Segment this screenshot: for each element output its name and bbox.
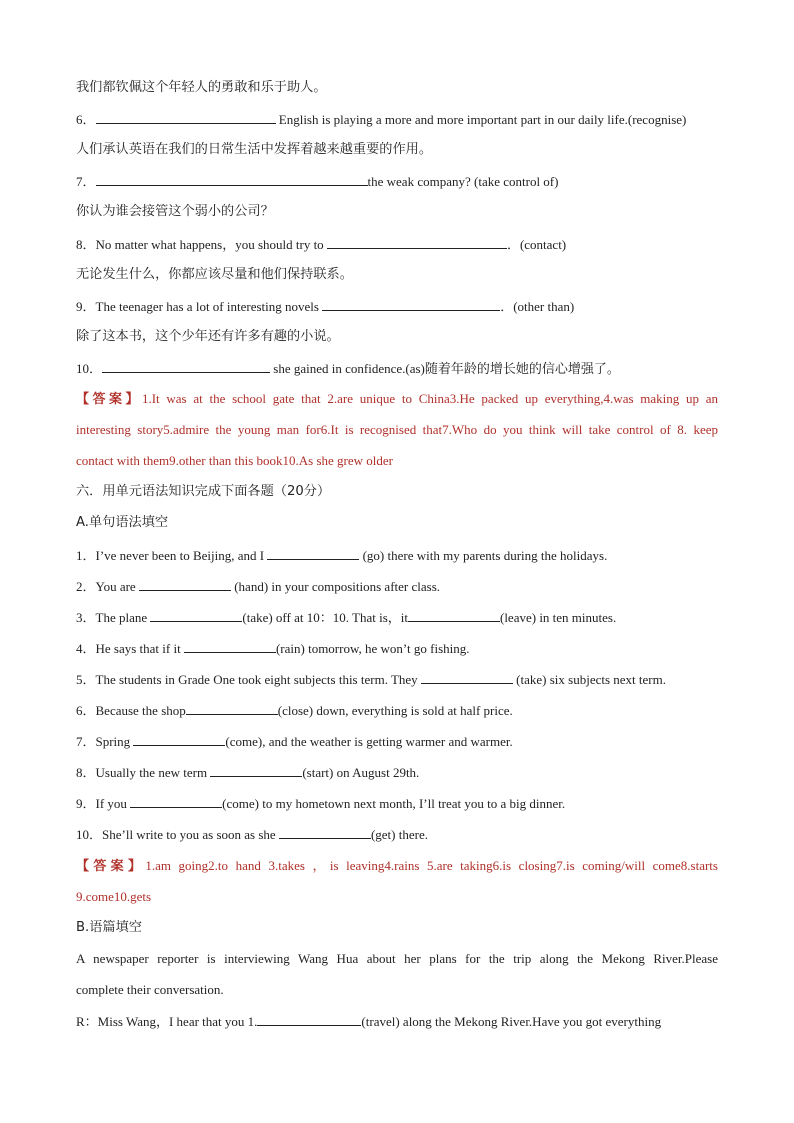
answer-blank[interactable] [327,234,507,249]
answer-blank[interactable] [210,762,302,777]
question-text: 4．He says that if it [76,640,184,656]
question-text: 5．The students in Grade One took eight subjects this term. They [76,671,421,687]
answer-blank[interactable] [139,576,231,591]
question-line [76,234,566,255]
question-text: 8．No matter what happens，you should try to [76,236,327,252]
question-text: (start) on August 29th. [302,765,420,781]
grammar-question [76,576,440,597]
answer-blank[interactable] [96,109,276,124]
answer-blank[interactable] [279,824,371,839]
question-text: 10． [76,360,103,376]
intro-line [76,949,718,969]
question-text: 3．The plane [76,609,151,625]
question-text: 9．If you [76,796,131,812]
answer-block-1-line [76,389,718,410]
translation-line [76,202,274,222]
section-heading-text: 六．用单元语法知识完成下面各题（20分） [76,484,331,500]
question-text: ．(other than) [500,298,575,314]
subsection-heading-text: A.单句语法填空 [76,515,169,531]
question-text: 10．She’ll write to you as soon as she [76,827,279,843]
answer-blank[interactable] [322,296,500,311]
translation-text: 无论发生什么，你都应该尽量和他们保持联系。 [76,266,353,282]
translation-text: 除了这本书，这个少年还有许多有趣的小说。 [76,328,340,344]
question-text: 9．The teenager has a lot of interesting novels [76,298,323,314]
question-text: ．(contact) [506,236,567,252]
answer-blank[interactable] [257,1011,361,1026]
grammar-question [76,793,565,814]
answer-blank[interactable] [96,171,368,186]
subsection-heading-text: B.语篇填空 [76,919,142,935]
translation-text: 你认为谁会接管这个弱小的公司？ [76,204,274,220]
answer-block-2-line [76,887,151,907]
answer-tag: 【答案】 [76,858,146,874]
question-text: she gained in confidence.(as)随着年龄的增长她的信心增强了。 [270,360,620,376]
answer-blank[interactable] [150,607,242,622]
answer-text: interesting story5.admire the young man for6.It is recognised that7.Who do you think will take control of 8. keep [76,422,718,438]
answer-text: 9.come10.gets [76,888,152,904]
dialog-line [76,1011,661,1032]
grammar-question [76,607,616,628]
grammar-question [76,824,428,845]
question-line [76,109,686,130]
question-text: (leave) in ten minutes. [499,609,617,625]
answer-block-1-line [76,420,718,440]
question-text: (take) six subjects next term. [512,671,666,687]
question-text: 7． [76,174,96,190]
answer-text: 1.It was at the school gate that 2.are unique to China3.He packed up everything,4.was making up an [141,391,718,406]
question-text: (get) there. [370,827,428,843]
translation-line [76,265,353,285]
question-text: 2．You are [76,578,139,594]
translation-line [76,78,327,98]
question-text: (come), and the weather is getting warmer and warmer. [225,734,513,750]
answer-blank[interactable] [130,793,222,808]
answer-block-2-line [76,856,718,877]
question-text: the weak company? (take control of) [367,174,559,190]
answer-text: 1.am going2.to hand 3.takes ，is leaving4.rains 5.are taking6.is closing7.is coming/will come8.starts [145,857,718,873]
grammar-question [76,545,607,566]
question-line [76,171,558,192]
question-text: R：Miss Wang，I hear that you 1. [76,1014,258,1029]
translation-text: 人们承认英语在我们的日常生活中发挥着越来越重要的作用。 [76,142,433,158]
question-text: (go) there with my parents during the holidays. [359,547,608,563]
answer-blank[interactable] [267,545,359,560]
grammar-question [76,669,666,690]
answer-text: contact with them9.other than this book10.As she grew older [76,453,393,469]
question-text: (hand) in your compositions after class. [230,578,441,594]
question-text: 1．I’ve never been to Beijing, and I [76,547,268,563]
subsection-heading [76,918,142,938]
grammar-question [76,762,419,783]
question-text: 6． [76,112,96,128]
answer-tag: 【答案】 [76,392,142,407]
question-text: 8．Usually the new term [76,765,211,781]
question-text: (take) off at 10：10. That is，it [242,609,408,625]
question-text: (travel) along the Mekong River.Have you got everything [361,1014,662,1029]
subsection-heading [76,513,168,533]
intro-text: complete their conversation. [76,981,224,997]
question-text: 7．Spring [76,734,134,750]
question-line [76,358,620,379]
answer-block-1-line [76,451,393,471]
question-line [76,296,574,317]
question-text: (come) to my hometown next month, I’ll treat you to a big dinner. [222,796,566,812]
question-text: (close) down, everything is sold at half price. [277,703,513,718]
section-heading [76,482,330,502]
answer-blank[interactable] [421,669,513,684]
answer-blank[interactable] [186,700,278,715]
grammar-question [76,700,513,721]
intro-text: A newspaper reporter is interviewing Wang Hua about her plans for the trip along the Mekong River.Please [76,950,718,966]
grammar-question [76,638,470,659]
question-text: (rain) tomorrow, he won’t go fishing. [275,640,470,656]
question-text: 6．Because the shop [76,703,186,718]
answer-blank[interactable] [184,638,276,653]
translation-line [76,140,432,160]
intro-line [76,980,224,1000]
translation-line [76,327,340,347]
question-text: English is playing a more and more important part in our daily life.(recognise) [275,112,687,128]
grammar-question [76,731,513,752]
answer-blank[interactable] [133,731,225,746]
translation-text: 我们都钦佩这个年轻人的勇敢和乐于助人。 [76,80,327,95]
answer-blank[interactable] [102,358,270,373]
answer-blank[interactable] [408,607,500,622]
